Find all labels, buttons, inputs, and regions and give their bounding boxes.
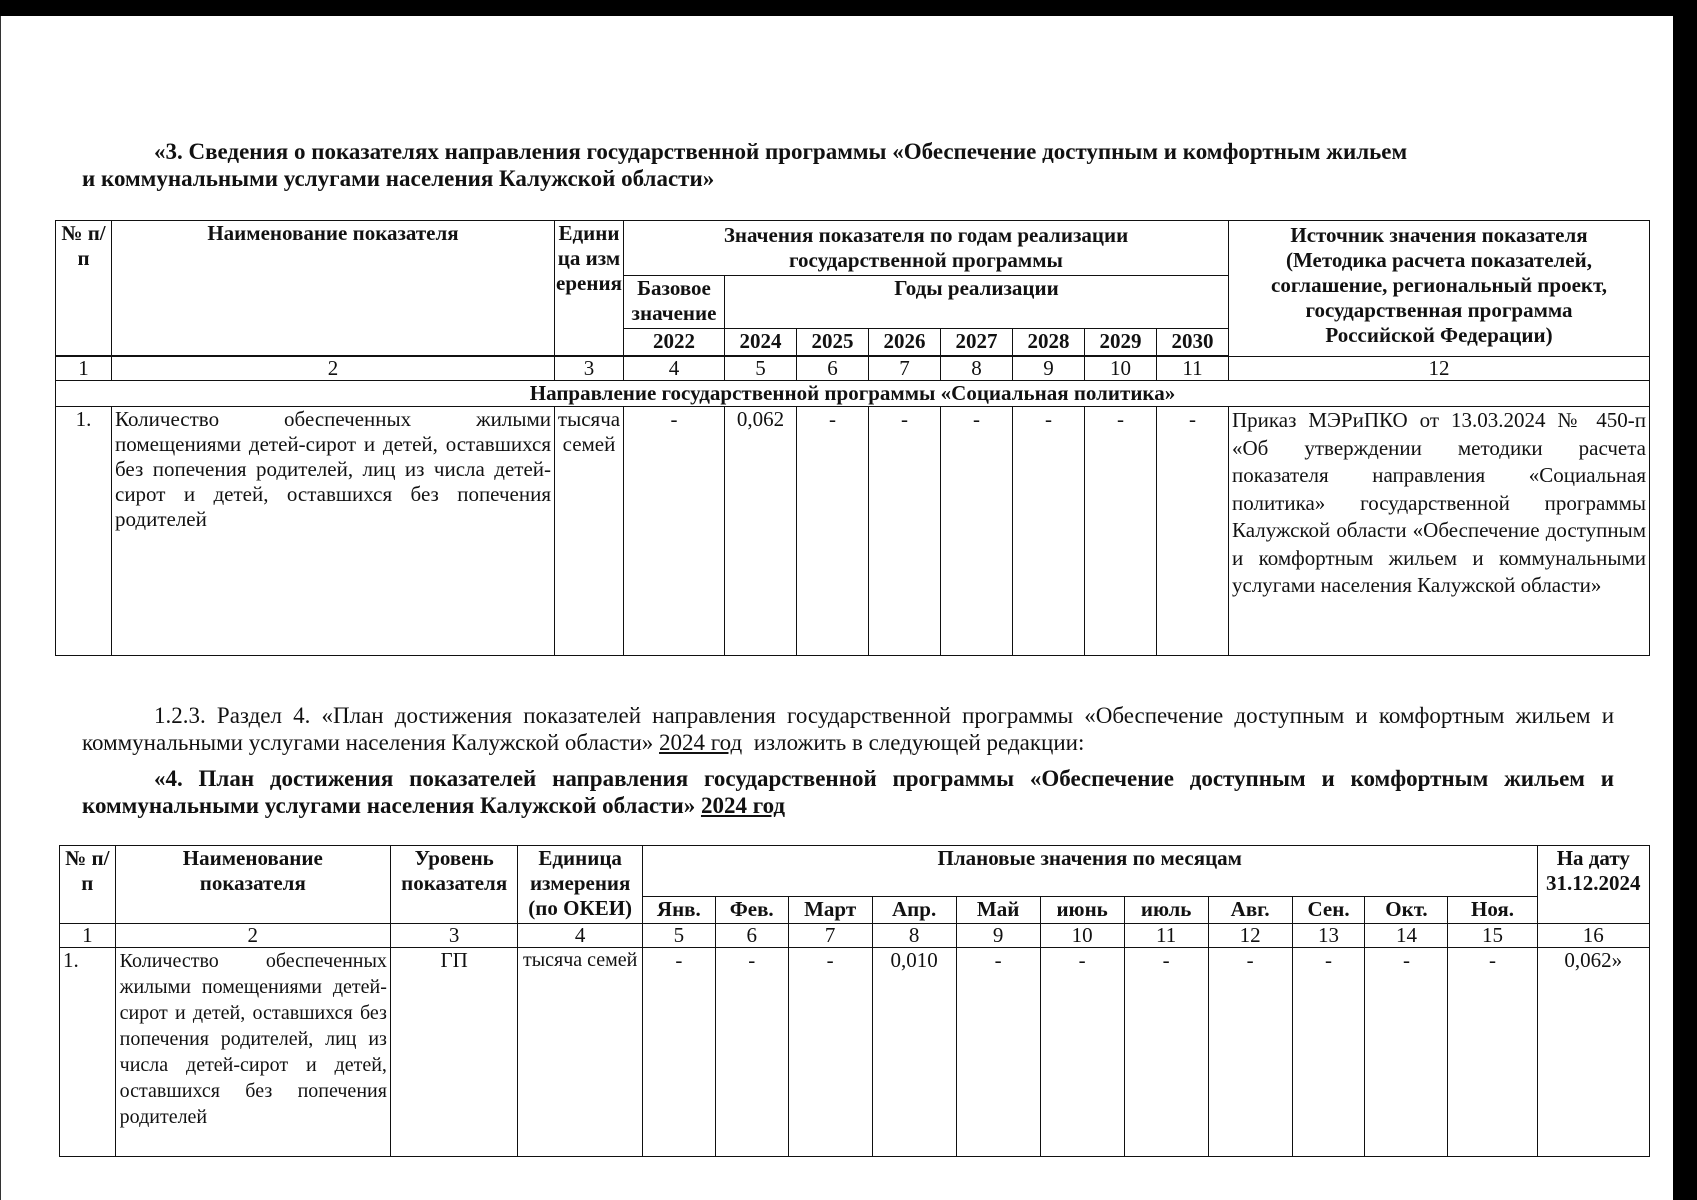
row-value-feb: - <box>715 948 788 1157</box>
row-value-2025: - <box>797 407 869 656</box>
year-2027: 2027 <box>941 329 1013 356</box>
col-num: 14 <box>1365 924 1448 948</box>
header-indicator-name: Наименование показателя <box>112 221 555 356</box>
section3-heading <box>82 138 1622 192</box>
section4-heading-year: 2024 год <box>700 793 786 818</box>
row-value-2027: - <box>941 407 1013 656</box>
col-num: 11 <box>1124 924 1208 948</box>
row-num: 1. <box>56 407 112 656</box>
header-source: Источник значения показателя (Методика расчета показателей, соглашение, региональный проект, государственная программа Российской Федерации) <box>1229 221 1650 357</box>
row-value-2024: 0,062 <box>725 407 797 656</box>
amendment-year: 2024 год <box>659 730 743 755</box>
direction-row: Направление государственной программы «Социальная политика» <box>56 381 1650 407</box>
row-value-nov: - <box>1448 948 1537 1157</box>
col-num: 4 <box>624 357 725 381</box>
section4-heading-text: «4. План достижения показателей направления государственной программы «Обеспечение доступным и комфортным жильем и коммунальными услугами населения Калужской области» <box>82 766 1614 818</box>
row-value-aug: - <box>1208 948 1292 1157</box>
year-2028: 2028 <box>1013 329 1085 356</box>
month-jun: июнь <box>1040 897 1124 924</box>
section4-heading <box>82 765 1614 819</box>
scan-right-edge <box>1673 0 1697 1200</box>
row-base-value: - <box>624 407 725 656</box>
col-num: 7 <box>869 357 941 381</box>
col-num: 1 <box>60 924 116 948</box>
header-years-group: Годы реализации <box>725 276 1229 329</box>
row-value-mar: - <box>788 948 872 1157</box>
header-values-group: Значения показателя по годам реализации государственной программы <box>624 221 1229 276</box>
row-num: 1. <box>60 948 116 1157</box>
col-num: 9 <box>1013 357 1085 381</box>
row-value-may: - <box>956 948 1040 1157</box>
header-level: Уровень показателя <box>390 846 518 924</box>
header-base-value: Базовое значение <box>624 276 725 329</box>
col-num: 16 <box>1537 924 1649 948</box>
table-row <box>56 407 1650 656</box>
row-value-2029: - <box>1085 407 1157 656</box>
table-row <box>60 948 1650 1157</box>
scan-left-edge <box>0 16 1 1200</box>
month-nov: Ноя. <box>1448 897 1537 924</box>
header-unit: Единица измерения (по ОКЕИ) <box>518 846 642 924</box>
scan-top-edge <box>0 0 1697 16</box>
row-value-oct: - <box>1365 948 1448 1157</box>
year-2026: 2026 <box>869 329 941 356</box>
amendment-paragraph <box>82 702 1614 756</box>
month-feb: Фев. <box>715 897 788 924</box>
header-num: № п/п <box>60 846 116 924</box>
month-oct: Окт. <box>1365 897 1448 924</box>
header-unit: Единица измерения <box>555 221 624 356</box>
month-mar: Март <box>788 897 872 924</box>
col-num: 2 <box>115 924 390 948</box>
col-num: 13 <box>1292 924 1365 948</box>
row-source: Приказ МЭРиПКО от 13.03.2024 № 450-п «Об утверждении методики расчета показателя направления «Социальная политика» государственной программы Калужской области «Обеспечение доступным и комфортным жильем и коммунальными услугами населения Калужской области» <box>1229 407 1650 656</box>
row-level: ГП <box>390 948 518 1157</box>
col-num: 12 <box>1229 357 1650 381</box>
col-num: 15 <box>1448 924 1537 948</box>
col-num: 8 <box>872 924 956 948</box>
year-2025: 2025 <box>797 329 869 356</box>
row-value-2026: - <box>869 407 941 656</box>
month-aug: Авг. <box>1208 897 1292 924</box>
row-unit: тысяча семей <box>518 948 642 1157</box>
column-numbers-row <box>56 357 1650 381</box>
col-num: 1 <box>56 357 112 381</box>
header-date: На дату 31.12.2024 <box>1537 846 1649 924</box>
col-num: 9 <box>956 924 1040 948</box>
row-unit: тысяча семей <box>555 407 624 656</box>
amendment-text: 1.2.3. Раздел 4. «План достижения показателей направления государственной программы «Обеспечение доступным и комфортным жильем и коммунальными услугами населения Калужской области» <box>82 703 1614 755</box>
col-num: 5 <box>642 924 715 948</box>
col-num: 7 <box>788 924 872 948</box>
col-num: 10 <box>1040 924 1124 948</box>
col-num: 3 <box>555 357 624 381</box>
header-months-group: Плановые значения по месяцам <box>642 846 1537 897</box>
row-indicator-name: Количество обеспеченных жилыми помещениями детей-сирот и детей, оставшихся без попечения родителей, лиц из числа детей-сирот и детей, оставшихся без попечения родителей <box>112 407 555 656</box>
row-value-jul: - <box>1124 948 1208 1157</box>
year-2030: 2030 <box>1157 329 1229 356</box>
col-num: 5 <box>725 357 797 381</box>
section3-heading-line2: и коммунальными услугами населения Калужской области» <box>82 166 715 191</box>
col-num: 3 <box>390 924 518 948</box>
plan-table <box>59 845 1650 1157</box>
indicators-table <box>55 220 1650 656</box>
col-num: 11 <box>1157 357 1229 381</box>
month-jul: июль <box>1124 897 1208 924</box>
year-2024: 2024 <box>725 329 797 356</box>
col-num: 6 <box>797 357 869 381</box>
col-num: 12 <box>1208 924 1292 948</box>
row-value-apr: 0,010 <box>872 948 956 1157</box>
col-num: 8 <box>941 357 1013 381</box>
amendment-text-end: изложить в следующей редакции: <box>742 730 1085 755</box>
month-sep: Сен. <box>1292 897 1365 924</box>
col-num: 2 <box>112 357 555 381</box>
row-value-jun: - <box>1040 948 1124 1157</box>
header-num: № п/п <box>56 221 112 356</box>
row-value-jan: - <box>642 948 715 1157</box>
row-indicator-name: Количество обеспеченных жилыми помещениями детей-сирот и детей, оставшихся без попечения родителей, лиц из числа детей-сирот и детей, оставшихся без попечения родителей <box>115 948 390 1157</box>
row-value-sep: - <box>1292 948 1365 1157</box>
col-num: 6 <box>715 924 788 948</box>
row-final-value: 0,062» <box>1537 948 1649 1157</box>
column-numbers-row <box>60 924 1650 948</box>
col-num: 4 <box>518 924 642 948</box>
base-year: 2022 <box>624 329 725 356</box>
col-num: 10 <box>1085 357 1157 381</box>
month-apr: Апр. <box>872 897 956 924</box>
row-value-2028: - <box>1013 407 1085 656</box>
month-may: Май <box>956 897 1040 924</box>
header-indicator-name: Наименование показателя <box>115 846 390 924</box>
row-value-2030: - <box>1157 407 1229 656</box>
year-2029: 2029 <box>1085 329 1157 356</box>
month-jan: Янв. <box>642 897 715 924</box>
section3-heading-line1: «3. Сведения о показателях направления государственной программы «Обеспечение доступным и комфортным жильем <box>154 139 1408 164</box>
